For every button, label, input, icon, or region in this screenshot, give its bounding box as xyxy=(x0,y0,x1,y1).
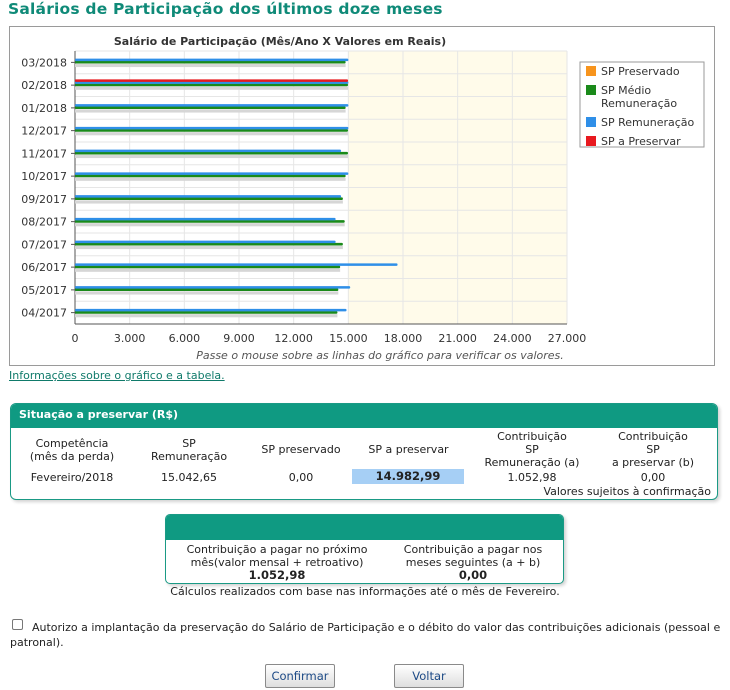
bar-shadow xyxy=(75,132,348,135)
next-month-contribution-label: Contribuição a pagar no próximo mês(valor mensal + retroativo) xyxy=(186,543,368,569)
chart-svg[interactable] xyxy=(10,27,716,367)
y-tick-label: 10/2017 xyxy=(21,170,67,184)
header-contrib-preservar: Contribuição SP a preservar (b) xyxy=(611,430,695,469)
y-tick-label: 12/2017 xyxy=(21,124,67,138)
x-tick-label: 15.000 xyxy=(329,332,368,345)
bar-sp-remunera-o xyxy=(75,241,336,244)
legend-label: SP Remuneração xyxy=(601,116,695,129)
value-contrib-remuneracao: 1.052,98 xyxy=(507,471,557,484)
bar-sp-m-dio-remunera-o xyxy=(75,175,346,178)
bar-shadow xyxy=(75,109,346,112)
bar-shadow xyxy=(75,314,337,317)
legend-swatch xyxy=(586,85,596,95)
header-competencia: Competência (mês da perda) xyxy=(29,437,115,463)
y-tick-label: 01/2018 xyxy=(21,101,67,115)
bar-sp-m-dio-remunera-o xyxy=(75,197,343,200)
chart-title: Salário de Participação (Mês/Ano X Valores em Reais) xyxy=(113,35,447,48)
x-tick-label: 24.000 xyxy=(493,332,532,345)
bar-sp-m-dio-remunera-o xyxy=(75,61,346,64)
following-months-contribution-value: 0,00 xyxy=(458,568,488,582)
bar-sp-m-dio-remunera-o xyxy=(75,288,338,291)
value-sp-remuneracao: 15.042,65 xyxy=(161,471,217,484)
chart-legend xyxy=(580,62,704,148)
bar-sp-remunera-o xyxy=(75,218,336,221)
x-tick-label: 3.000 xyxy=(113,332,146,345)
bar-shadow xyxy=(75,269,340,272)
y-tick-label: 07/2017 xyxy=(21,238,67,252)
bar-sp-remunera-o xyxy=(75,195,341,198)
bar-shadow xyxy=(75,155,348,158)
confirm-button[interactable]: Confirmar xyxy=(265,664,335,688)
bar-shadow xyxy=(75,87,348,90)
value-contrib-preservar: 0,00 xyxy=(640,471,666,484)
x-tick-label: 9.000 xyxy=(223,332,255,345)
x-tick-label: 21.000 xyxy=(438,332,477,345)
contribution-panel xyxy=(165,514,564,584)
legend-label: SP Médio Remuneração xyxy=(601,84,678,110)
header-sp-a-preservar: SP a preservar xyxy=(368,443,449,456)
y-tick-label: 09/2017 xyxy=(21,192,67,206)
legend-swatch xyxy=(586,117,596,127)
legend-swatch xyxy=(586,66,596,76)
value-sp-a-preservar: 14.982,99 xyxy=(352,469,464,484)
header-contrib-remuneracao: Contribuição SP Remuneração (a) xyxy=(484,430,580,469)
bar-sp-m-dio-remunera-o xyxy=(75,243,343,246)
situation-panel xyxy=(10,403,718,500)
bar-sp-remunera-o xyxy=(75,309,347,312)
bar-sp-remunera-o xyxy=(75,59,348,62)
bar-sp-remunera-o xyxy=(75,127,348,130)
legend-swatch xyxy=(586,136,596,146)
legend-label: SP a Preservar xyxy=(601,135,681,148)
bar-shadow xyxy=(75,200,343,203)
bar-sp-remunera-o xyxy=(75,172,348,175)
chart-footnote: Passe o mouse sobre as linhas do gráfico para verificar os valores. xyxy=(196,349,564,362)
x-tick-label: 0 xyxy=(71,332,79,345)
bar-sp-remunera-o xyxy=(75,286,350,289)
y-tick-label: 04/2017 xyxy=(21,306,67,320)
y-tick-label: 08/2017 xyxy=(21,215,67,229)
bar-shadow xyxy=(75,64,346,67)
bar-sp-m-dio-remunera-o xyxy=(75,266,340,269)
bar-shadow xyxy=(75,223,345,226)
bar-sp-m-dio-remunera-o xyxy=(75,311,337,314)
value-competencia: Fevereiro/2018 xyxy=(30,471,114,484)
bar-sp-m-dio-remunera-o xyxy=(75,129,348,132)
following-months-contribution-label: Contribuição a pagar nos meses seguintes (a + b) xyxy=(403,543,543,569)
next-month-contribution-value: 1.052,98 xyxy=(248,568,306,582)
bar-shadow xyxy=(75,178,346,181)
y-tick-label: 05/2017 xyxy=(21,283,67,297)
confirmation-note: Valores sujeitos à confirmação xyxy=(543,485,711,498)
bar-sp-m-dio-remunera-o xyxy=(75,152,348,155)
x-tick-label: 6.000 xyxy=(168,332,201,345)
bar-sp-m-dio-remunera-o xyxy=(75,106,346,109)
situation-panel-title: Situação a preservar (R$) xyxy=(11,404,717,428)
x-tick-label: 18.000 xyxy=(383,332,423,345)
x-tick-label: 27.000 xyxy=(547,332,587,345)
header-sp-preservado: SP preservado xyxy=(261,443,341,456)
y-tick-label: 06/2017 xyxy=(21,261,67,275)
bar-sp-m-dio-remunera-o xyxy=(75,220,345,223)
back-button[interactable]: Voltar xyxy=(394,664,464,688)
page-title: Salários de Participação dos últimos doze meses xyxy=(8,0,443,18)
bar-sp-a-preservar xyxy=(75,79,348,82)
contribution-panel-header xyxy=(166,515,563,540)
bar-sp-m-dio-remunera-o xyxy=(75,84,348,87)
chart-container xyxy=(9,26,715,366)
bar-sp-remunera-o xyxy=(75,104,348,107)
bar-sp-remunera-o xyxy=(75,263,398,266)
y-tick-label: 03/2018 xyxy=(21,56,67,70)
header-sp-remuneracao: SP Remuneração xyxy=(150,437,228,463)
bar-shadow xyxy=(75,246,343,249)
y-tick-label: 11/2017 xyxy=(21,147,67,161)
bar-shadow xyxy=(75,291,338,294)
chart-info-link[interactable]: Informações sobre o gráfico e a tabela. xyxy=(9,369,225,382)
calculation-note: Cálculos realizados com base nas informações até o mês de Fevereiro. xyxy=(170,585,560,598)
x-tick-label: 12.000 xyxy=(274,332,313,345)
authorization-text: Autorizo a implantação da preservação do Salário de Participação e o débito do valor das contribuições adicionais (pessoal e patronal). xyxy=(10,621,721,649)
legend-label: SP Preservado xyxy=(601,65,680,78)
value-sp-preservado: 0,00 xyxy=(288,471,314,484)
bar-sp-remunera-o xyxy=(75,150,341,153)
y-tick-label: 02/2018 xyxy=(21,79,67,93)
